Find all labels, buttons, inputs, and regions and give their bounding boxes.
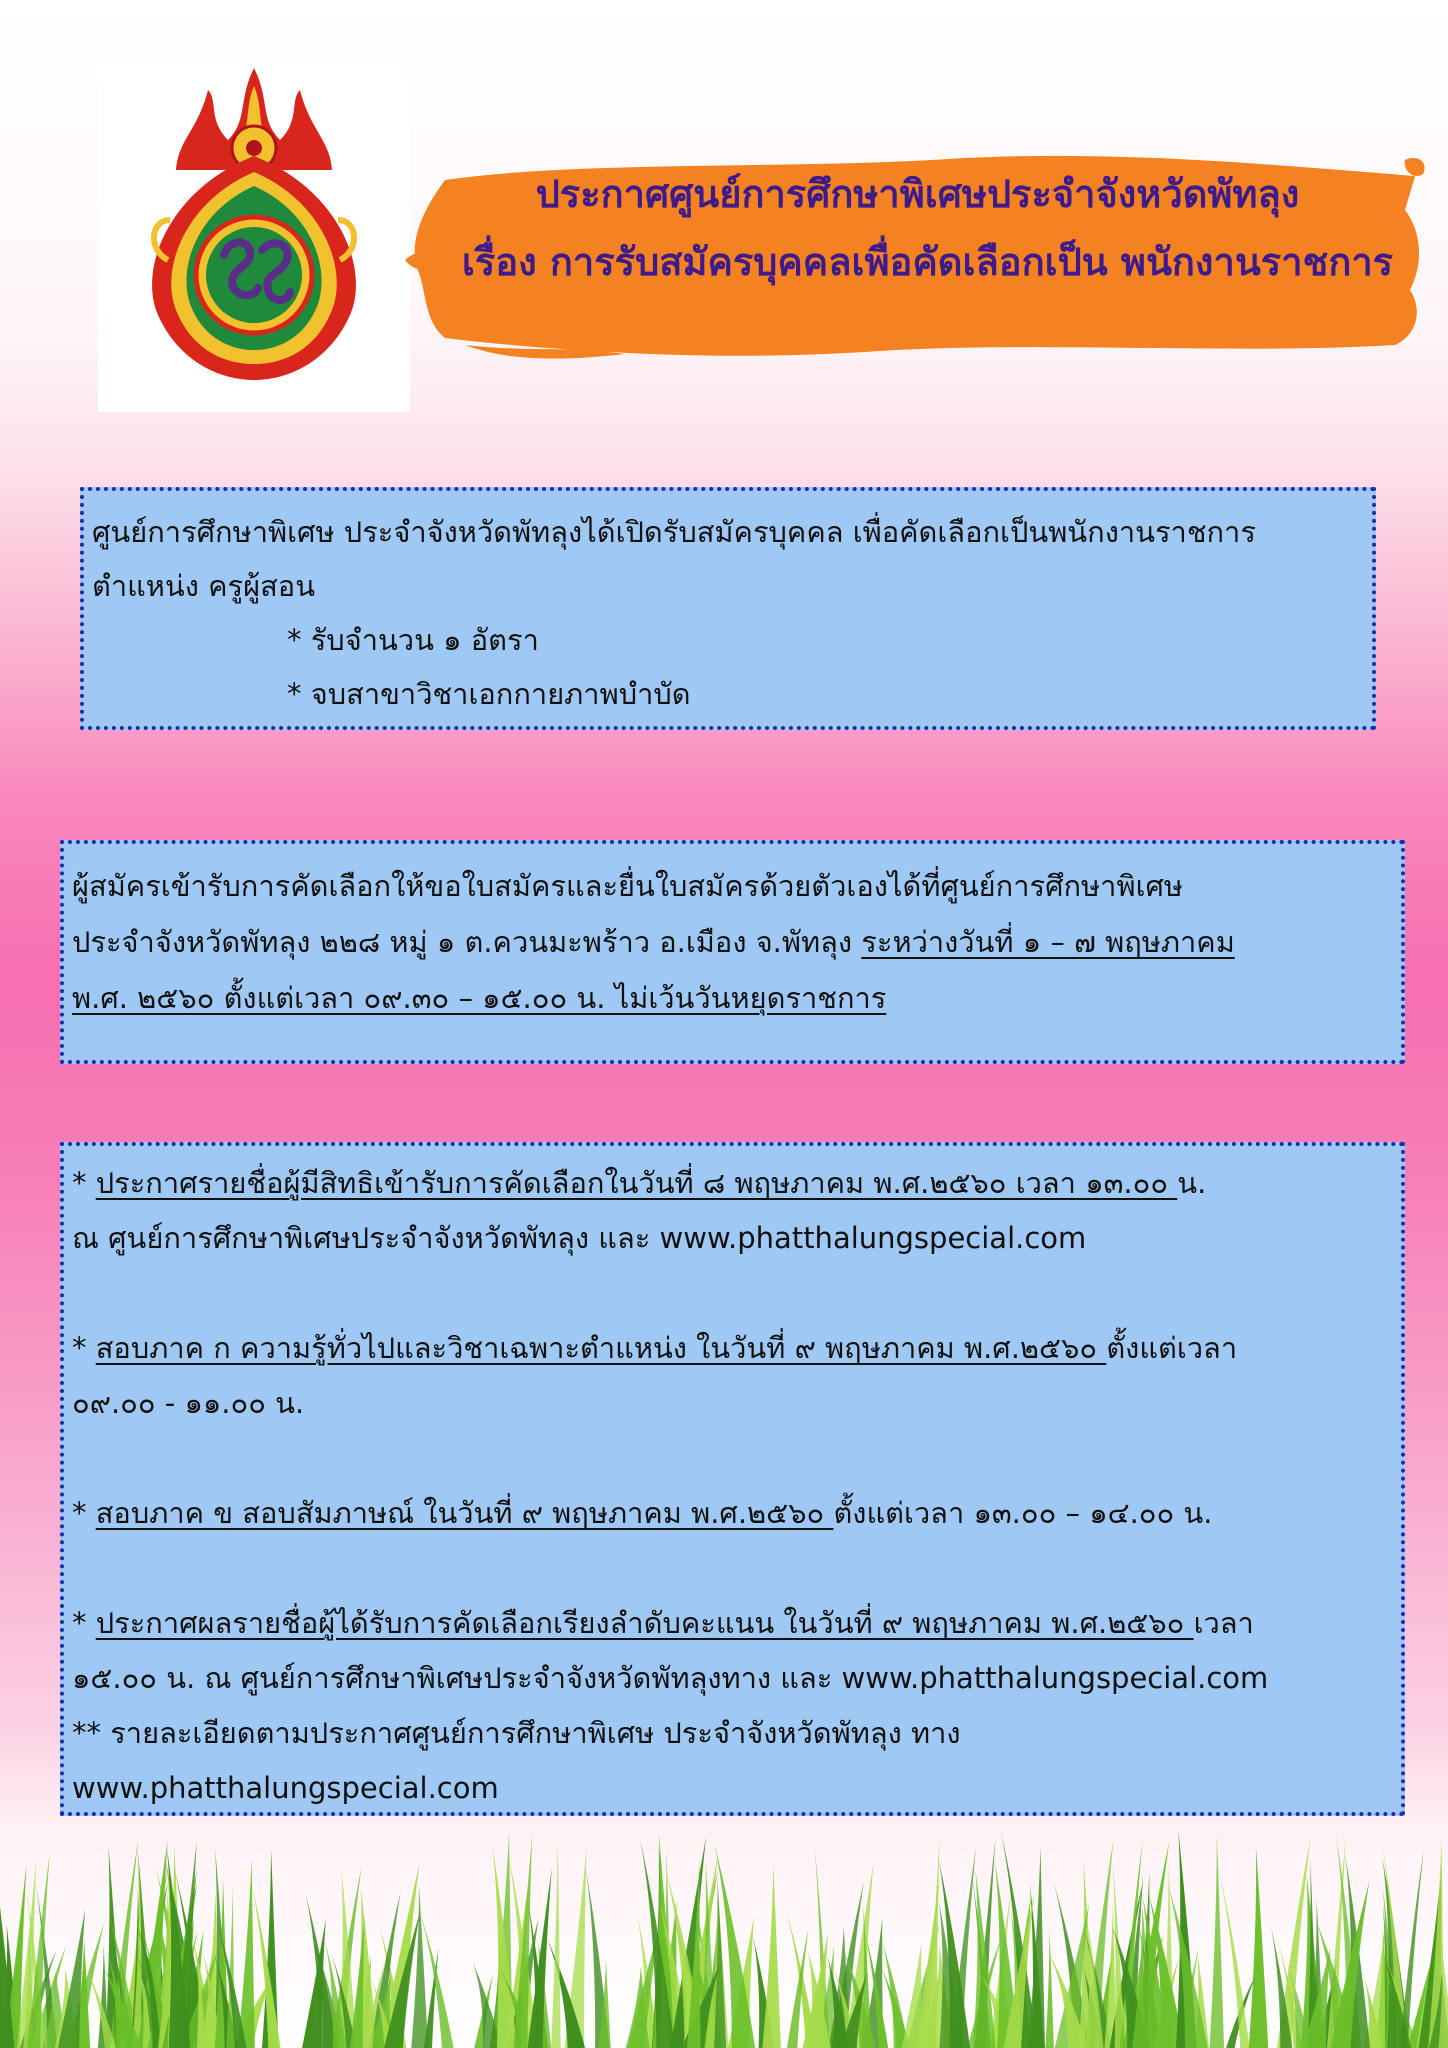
- schedule-item-exam-a: * สอบภาค ก ความรู้ทั่วไปและวิชาเฉพาะตำแหน่ง ในวันที่ ๙ พฤษภาคม พ.ศ.๒๕๖๐ ตั้งแต่เวลา: [72, 1331, 1238, 1365]
- application-line1: ผู้สมัครเข้ารับการคัดเลือกให้ขอใบสมัครและยื่นใบสมัครด้วยตัวเองได้ที่ศูนย์การศึกษาพิเศษ: [72, 869, 1184, 903]
- application-hours: พ.ศ. ๒๕๖๐ ตั้งแต่เวลา ๐๙.๓๐ – ๑๕.๐๐ น. ไม่เว้นวันหยุดราชการ: [72, 981, 887, 1015]
- schedule-item-results: * ประกาศผลรายชื่อผู้ได้รับการคัดเลือกเรียงลำดับคะแนน ในวันที่ ๙ พฤษภาคม พ.ศ.๒๕๖๐ เวลา: [72, 1606, 1254, 1640]
- application-address: ประจำจังหวัดพัทลุง ๒๒๘ หมู่ ๑ ต.ควนมะพร้าว อ.เมือง จ.พัทลุง: [72, 925, 862, 959]
- application-info-box: [60, 840, 1405, 1064]
- vacancy-count: * รับจำนวน ๑ อัตรา: [287, 623, 539, 657]
- announcement-title: [405, 160, 1430, 296]
- announcement-title-line2: เรื่อง การรับสมัครบุคคลเพื่อคัดเลือกเป็น พนักงานราชการ: [461, 240, 1394, 284]
- application-line3: [72, 970, 1401, 1026]
- schedule-item-eligible-list-location: ณ ศูนย์การศึกษาพิเศษประจำจังหวัดพัทลุง และ www.phatthalungspecial.com: [72, 1221, 1087, 1255]
- schedule-item-exam-b: * สอบภาค ข สอบสัมภาษณ์ ในวันที่ ๙ พฤษภาคม พ.ศ.๒๕๖๐ ตั้งแต่เวลา ๑๓.๐๐ – ๑๔.๐๐ น.: [72, 1496, 1213, 1530]
- application-period: ระหว่างวันที่ ๑ – ๗ พฤษภาคม: [861, 925, 1235, 959]
- position-intro: ศูนย์การศึกษาพิเศษ ประจำจังหวัดพัทลุงได้เปิดรับสมัครบุคคล เพื่อคัดเลือกเป็นพนักงานราชการ: [92, 515, 1256, 549]
- announcement-title-line1: ประกาศศูนย์การศึกษาพิเศษประจำจังหวัดพัทลุง: [535, 172, 1300, 216]
- website-link[interactable]: www.phatthalungspecial.com: [72, 1771, 499, 1805]
- details-note: ** รายละเอียดตามประกาศศูนย์การศึกษาพิเศษ ประจำจังหวัดพัทลุง ทาง: [72, 1716, 961, 1750]
- schedule-box: [60, 1142, 1405, 1816]
- qualification: * จบสาขาวิชาเอกกายภาพบำบัด: [287, 677, 691, 711]
- schedule-item-exam-a-time: ๐๙.๐๐ - ๑๑.๐๐ น.: [72, 1386, 305, 1420]
- logo-seal: [98, 60, 410, 412]
- schedule-item-results-location: ๑๕.๐๐ น. ณ ศูนย์การศึกษาพิเศษประจำจังหวัดพัทลุงทาง และ www.phatthalungspecial.com: [72, 1661, 1269, 1695]
- position-title: ตำแหน่ง ครูผู้สอน: [92, 569, 316, 603]
- position-info-box: [80, 487, 1376, 730]
- schedule-item-eligible-list: * ประกาศรายชื่อผู้มีสิทธิเข้ารับการคัดเลือกในวันที่ ๘ พฤษภาคม พ.ศ.๒๕๖๐ เวลา ๑๓.๐๐ น.: [72, 1166, 1207, 1200]
- application-line2: [72, 914, 1401, 970]
- grass-footer-decoration: [0, 1820, 1448, 2048]
- seal-emblem-icon: [98, 60, 410, 412]
